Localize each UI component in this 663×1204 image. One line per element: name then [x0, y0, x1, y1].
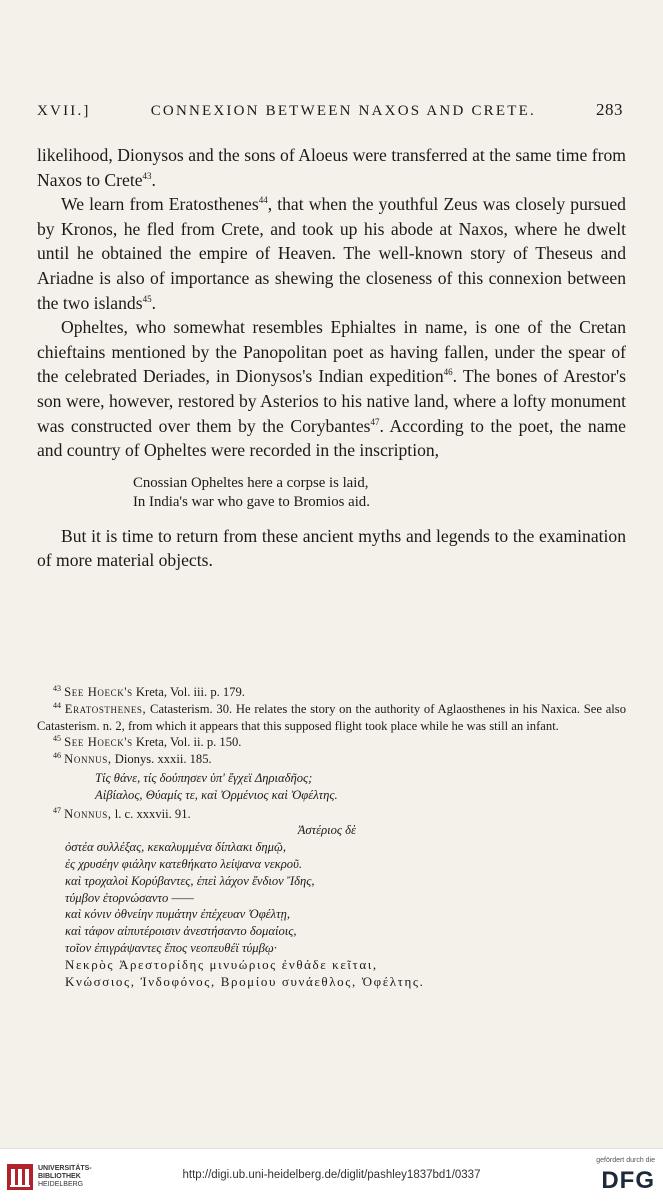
paragraph-4: But it is time to return from these ancient myths and legends to the examination of more material objects. — [37, 525, 626, 571]
page-number: 283 — [596, 100, 623, 119]
footnote-47: $^{47}$ Nonnus, l. c. xxxvii. 91. — [53, 805, 191, 821]
permalink[interactable]: http://digi.ub.uni-heidelberg.de/diglit/pashley1837bd1/0337 — [182, 1169, 481, 1181]
footnote-ref-45[interactable]: 45 — [142, 293, 152, 304]
footnote-44: $^{44}$ Eratosthenes, Catasterism. 30. He relates the story on the authority of Aglaosthenes in his Naxica. See also Catasterism. n. 2, from which it appears that this supposed flight took place while he was still an infant. — [37, 700, 626, 733]
paragraph-2: We learn from Eratosthenes$^{44}$, that when the youthful Zeus was closely pursued by Kronos, he fled from Crete, and took up his abode at Naxos, where he dwelt until he obtained the empire of Heaven. The well-known story of Theseus and Ariadne is also of importance as shewing the closeness of this connexion between the two islands$^{45}$. — [37, 194, 626, 313]
footnote-45: $^{45}$ See Hoeck's Kreta, Vol. ii. p. 150. — [53, 734, 242, 750]
library-name: UNIVERSITÄTS- BIBLIOTHEK HEIDELBERG — [38, 1165, 92, 1188]
footnote-43: $^{43}$ See Hoeck's Kreta, Vol. iii. p. 179. — [53, 684, 245, 699]
running-title: CONNEXION BETWEEN NAXOS AND CRETE. — [150, 103, 536, 119]
greek-inscription-line-2: Κνώσσιος, Ἰνδοφόνος, Βρομίου συνάεθλος, Ὀφέλτης. — [65, 973, 425, 989]
running-header — [37, 100, 623, 120]
main-text — [37, 143, 626, 573]
dfg-logo[interactable]: DFG — [601, 1167, 655, 1194]
inscription-verse — [133, 474, 626, 512]
greek-quote-47: Ἀστέριος δὲ ὀστέα συλλέξας, κεκαλυμμένα δίπλακι δημῷ, ἐς χρυσέην φιάλην κατεθήκατο λείψανα νεκροῦ. καὶ τροχαλοὶ Κορύβαντες, ἐπεὶ λάχον ἔνδιον Ἴδης, τύμβον ἐτορνώσαντο —— καὶ κόνιν ὀθνείην πυμάτην ἐπέχευαν Ὀφέλτῃ, καὶ τάφον αἰπυτέροισιν ἀνεστήσαντο δομαίοις, τοῖον ἐπιγράψαντες ἔπος νεοπευθέϊ τύμβῳ· Νεκρὸς Ἀρεστορίδης μινυώριος ἐνθάδε κεῖται, Κνώσσιος, Ἰνδοφόνος, Βρομίου συνάεθλος, Ὀφέλτης. — [65, 822, 626, 990]
footnote-ref-46[interactable]: 46 — [443, 367, 453, 378]
paragraph-1: likelihood, Dionysos and the sons of Aloeus were transferred at the same time from Naxos to Crete$^{43}$. — [37, 145, 626, 190]
footnotes — [37, 684, 626, 990]
footnote-ref-47[interactable]: 47 — [370, 416, 380, 427]
verse-line-2: In India's war who gave to Bromios aid. — [133, 493, 370, 510]
digital-library-footer — [0, 1148, 663, 1204]
greek-inscription-line-1: Νεκρὸς Ἀρεστορίδης μινυώριος ἐνθάδε κεῖται, — [65, 956, 378, 972]
chapter-number: XVII.] — [37, 103, 91, 119]
footnote-ref-44[interactable]: 44 — [258, 195, 268, 206]
greek-quote-46: Τίς θάνε, τίς δούπησεν ὑπ' ἔγχεϊ Δηριαδῆος; Αἰβίαλος, Θύαμίς τε, καὶ Ὀρμένιος καὶ Ὀφέλτης. — [95, 770, 338, 802]
paragraph-3: Opheltes, who somewhat resembles Ephialtes in name, is one of the Cretan chieftains mentioned by the Panopolitan poet as having fallen, under the spear of the celebrated Deriades, in Dionysos's Indian expedition$^{46}$. The bones of Arestor's son were, however, restored by Asterios to his native land, where a lofty monument was constructed over them by the Corybantes$^{47}$. According to the poet, the name and country of Opheltes were recorded in the inscription, — [37, 317, 626, 461]
footnote-46: $^{46}$ Nonnus, Dionys. xxxii. 185. — [53, 751, 212, 767]
funding-note: gefördert durch die — [596, 1157, 655, 1164]
footnote-ref-43[interactable]: 43 — [142, 170, 152, 181]
verse-line-1: Cnossian Opheltes here a corpse is laid, — [133, 474, 369, 491]
